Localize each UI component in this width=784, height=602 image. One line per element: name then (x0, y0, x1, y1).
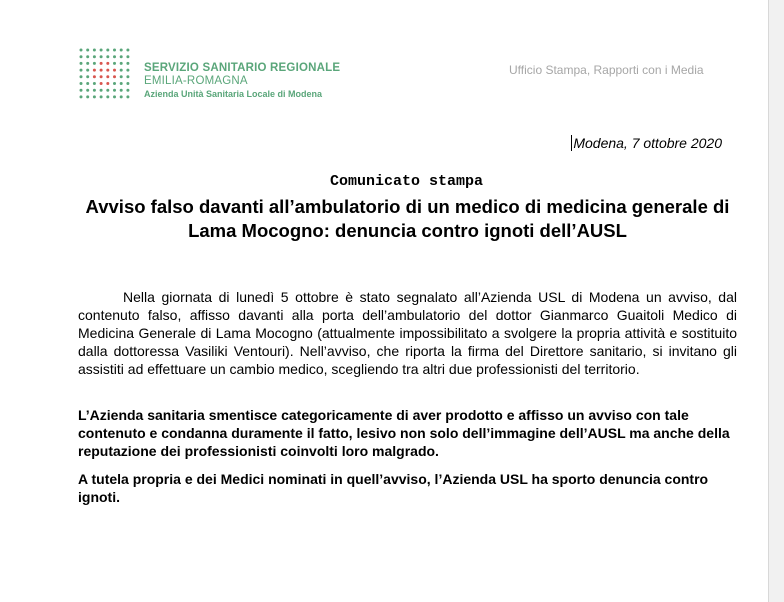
logo-dot (126, 89, 129, 92)
logo-dot (93, 55, 96, 58)
office-label: Ufficio Stampa, Rapporti con i Media (509, 63, 704, 77)
vertical-scrollbar[interactable] (768, 0, 784, 602)
logo-dot (86, 49, 89, 52)
logo-dot (113, 82, 116, 85)
logo-dot (113, 95, 116, 98)
logo-dot (120, 55, 123, 58)
logo-dot (80, 95, 83, 98)
logo-dot (86, 82, 89, 85)
logo-dot (80, 75, 83, 78)
logo-dot (106, 55, 109, 58)
logo-dot (106, 82, 109, 85)
paragraph-3: A tutela propria e dei Medici nominati in quell’avviso, l’Azienda USL ha sporto denuncia contro ignoti. (78, 471, 709, 505)
logo-dot (100, 55, 103, 58)
logo-dot (86, 95, 89, 98)
logo-dot (120, 75, 123, 78)
logo-dot (126, 69, 129, 72)
logo-line-2: EMILIA-ROMAGNA (144, 75, 248, 87)
logo-dot (120, 62, 123, 65)
logo-dot (126, 75, 129, 78)
logo-dot (120, 49, 123, 52)
logo-dot (93, 69, 96, 72)
logo-dot (113, 89, 116, 92)
logo-dot (86, 69, 89, 72)
logo-dot (80, 89, 83, 92)
logo-line-3: Azienda Unità Sanitaria Locale di Modena (144, 89, 323, 99)
logo-dot (120, 95, 123, 98)
logo-dot-grid-icon (78, 47, 134, 99)
logo-line-1: SERVIZIO SANITARIO REGIONALE (144, 62, 341, 74)
logo-dot (86, 89, 89, 92)
logo-dot (113, 62, 116, 65)
logo-dot (80, 62, 83, 65)
logo-dot (86, 55, 89, 58)
logo-dot (126, 62, 129, 65)
logo-dot (80, 82, 83, 85)
logo-dot (100, 62, 103, 65)
logo-dot (93, 49, 96, 52)
logo-dot (113, 75, 116, 78)
logo-dot (80, 55, 83, 58)
logo-dot (126, 55, 129, 58)
logo-dot (120, 69, 123, 72)
headline: Avviso falso davanti all’ambulatorio di un medico di medicina generale di Lama Mocogno: denuncia contro ignoti dell’AUSL (85, 196, 730, 241)
logo-dot (100, 95, 103, 98)
document-date: Modena, 7 ottobre 2020 (573, 135, 722, 151)
logo-dot (93, 82, 96, 85)
logo-dot (86, 62, 89, 65)
logo-text (144, 62, 340, 101)
logo-dot (106, 69, 109, 72)
logo-dot (106, 49, 109, 52)
press-release-label: Comunicato stampa (329, 173, 484, 190)
logo-dot (80, 69, 83, 72)
logo-dot (126, 82, 129, 85)
logo-dot (100, 69, 103, 72)
logo-dot (86, 75, 89, 78)
logo-dot (126, 95, 129, 98)
logo-dot (100, 49, 103, 52)
paragraph-2: L’Azienda sanitaria smentisce categoricamente di aver prodotto e affisso un avviso con tale contenuto e condanna duramente il fatto, lesivo non solo dell’immagine dell’AUSL ma anche della reputazione dei professionisti coinvolti loro malgrado. (78, 407, 730, 459)
paragraph-1: Nella giornata di lunedì 5 ottobre è stato segnalato all’Azienda USL di Modena un avviso, dal contenuto falso, affisso davanti alla porta dell’ambulatorio del dottor Gianmarco Guaitoli Medico di Medicina Generale di Lama Mocogno (attualmente impossibilitato a svolgere la propria attività e sostituito dalla dottoressa Vasiliki Ventouri). Nell’avviso, che riporta la firma del Direttore sanitario, si invitano gli assistiti ad effettuare un cambio medico, scegliendo tra altri due professionisti del territorio. (78, 289, 737, 377)
logo-dot (113, 49, 116, 52)
logo-dot (120, 82, 123, 85)
logo-dot (120, 89, 123, 92)
logo-dot (106, 62, 109, 65)
logo-dot (93, 62, 96, 65)
logo-dot (106, 95, 109, 98)
logo-dot (106, 89, 109, 92)
logo-dot (100, 75, 103, 78)
logo-dot (80, 49, 83, 52)
logo-dot (100, 82, 103, 85)
logo-dot (93, 95, 96, 98)
logo-dot (100, 89, 103, 92)
logo-dot (113, 69, 116, 72)
logo-dot (126, 49, 129, 52)
logo-dot (93, 75, 96, 78)
logo-dot (113, 55, 116, 58)
logo-dot (93, 89, 96, 92)
logo-dot (106, 75, 109, 78)
